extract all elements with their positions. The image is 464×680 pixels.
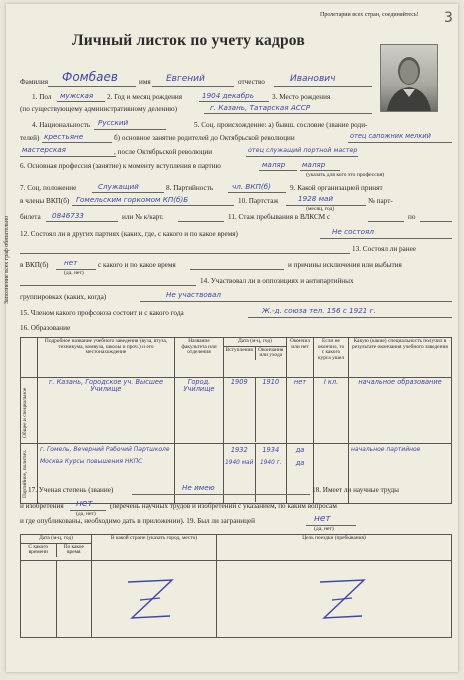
kcard-label: или № к/карт. (122, 213, 164, 221)
edu-party-specialty-2 (349, 456, 451, 462)
birthplace-sub-label: (по существующему административному делению) (20, 105, 177, 113)
edu-party-entry-1: 1932 (230, 446, 248, 454)
edu-header-exit: Окончания или ухода (258, 346, 284, 359)
patronymic-value: Иванович (290, 74, 336, 84)
earlier-value: нет (64, 258, 78, 267)
surname-line (48, 86, 136, 87)
abroad-header-country: В какой стране (указать город, место) (92, 535, 217, 561)
edu-general-faculty: Город. Училище (175, 378, 224, 444)
slogan: Пролетарии всех стран, соединяйтесь! (320, 12, 419, 18)
education-label: 16. Образование (20, 324, 71, 332)
parents-after-label: , после Октябрьской революции (114, 148, 213, 156)
party-since-hint: (месяц, год) (306, 206, 335, 212)
abroad-row-date (21, 561, 92, 638)
edu-party-specialty-1: начальное партийное (351, 446, 421, 453)
edu-party-side (21, 444, 38, 504)
opposition-value: Не участвовал (166, 290, 222, 299)
edu-party-entry-2: 1940 май (225, 459, 254, 466)
origin-label: 5. Соц. происхождение: а) бывш. сословие (звание роди- (194, 121, 368, 129)
birthplace-label: 3. Место рождения (272, 93, 331, 101)
profession-value: маляр (262, 160, 286, 169)
exclusion-line (20, 285, 196, 286)
empty-cell-strike-2 (316, 576, 368, 624)
vlksm-from-line (368, 221, 404, 222)
degree-line (132, 494, 310, 495)
portrait-photo (380, 44, 438, 112)
parents-after-line (246, 156, 358, 157)
edu-header-specialty: Какую (какие) специальность получил в результате окончания учебного заведения (349, 338, 452, 378)
nationality-label: 4. Национальность (32, 121, 91, 129)
nationality-value: Русский (98, 118, 129, 127)
vlksm-to-label: по (408, 213, 416, 221)
degree-label: 17. Ученая степень (звание) (28, 486, 114, 494)
earlier-hint: (да, нет) (64, 270, 84, 276)
edu-general-side (21, 378, 38, 444)
card-line (46, 221, 118, 222)
edu-corner (21, 338, 38, 378)
edu-header-entry: Вступления (224, 347, 256, 360)
other-parties-line (320, 238, 452, 239)
parents-before-value-2: мастерская (22, 145, 66, 154)
works-hint: (да, нет) (76, 511, 96, 517)
edu-header-faculty: Название факультета или отделения (175, 338, 224, 378)
abroad-header-purpose: Цель поездки (пребывания) (217, 535, 452, 561)
surname-label: Фамилия (20, 78, 49, 86)
social-value: Служащий (98, 182, 139, 191)
estate-line (42, 142, 112, 143)
sex-value: мужская (60, 91, 94, 100)
earlier-when-label: с какого и по какое время (98, 261, 176, 269)
abroad-row-from (21, 561, 57, 637)
party-since-value: 1928 май (298, 194, 334, 203)
accepted-line (72, 205, 234, 206)
parents-after-value: отец служащий портной мастер (248, 146, 358, 154)
parents-before-line (348, 142, 452, 143)
other-parties-label: 12. Состоял ли в других партиях (каких, где, с какого и по какое время) (20, 230, 238, 238)
edu-header-finished: Окончил или нет (287, 338, 314, 378)
abroad-header-date-title: Дата (м-ц, год) (21, 535, 91, 544)
exclusion-label: и причины исключения или выбытия (288, 261, 402, 269)
edu-party-finished-2: да (295, 458, 305, 467)
abroad-table (20, 534, 452, 638)
portrait-icon (381, 45, 437, 111)
works-value: нет (76, 499, 93, 509)
earlier-label: 13. Состоял ли ранее (352, 245, 416, 253)
name-line (152, 86, 234, 87)
party-since-label: 10. Партстаж (238, 197, 279, 205)
parents-before-value: отец сапожник мелкий (350, 132, 431, 140)
abroad-row-to (57, 561, 92, 637)
origin-sub-label: телей) (20, 134, 40, 142)
accepted-label: 9. Какой организацией принят (290, 184, 383, 192)
nationality-line (94, 129, 166, 130)
edu-general-specialty: начальное образование (349, 378, 452, 444)
party-value: чл. ВКП(б) (232, 182, 271, 191)
union-value: Ж.-д. союза тел. 156 с 1921 г. (262, 306, 376, 315)
name-value: Евгений (166, 74, 205, 84)
edu-header-course: Если не окончил, то с какого курса ушел (314, 338, 349, 378)
profession-hint: (указать для кого это профессия) (306, 172, 385, 178)
works-sub-label: и изобретения (20, 502, 64, 510)
birth-line (199, 101, 269, 102)
side-note: Заполнение всех граф обязательно (4, 215, 10, 304)
other-parties-value: Не состоял (332, 227, 374, 236)
surname-value: Фомбаев (62, 70, 118, 84)
profession-line (259, 170, 297, 171)
card-sub-label: билета (20, 213, 41, 221)
edu-general-exit: 1910 (262, 378, 280, 386)
birth-label: 2. Год и месяц рождения (107, 93, 183, 101)
abroad-header-from: С какого времени (21, 544, 57, 557)
edu-party-label: Партийное, политич. (22, 449, 28, 498)
opposition-sub-label: группировках (каких, когда) (20, 293, 107, 301)
accepted-value: Гомельским горкомом КП(б)Б (76, 195, 189, 204)
birth-value: 1904 декабрь (202, 91, 254, 100)
card-value: 0846733 (52, 211, 85, 220)
works-label: 18. Имеет ли научные труды (312, 486, 399, 494)
degree-value: Не имею (182, 483, 215, 492)
abroad-value: нет (314, 514, 331, 524)
edu-general-course: I кл. (314, 378, 349, 444)
party-line (228, 192, 286, 193)
empty-cell-strike-1 (124, 576, 176, 624)
profession-value-2: маляр (302, 160, 326, 169)
party-label: 8. Партийность (166, 184, 214, 192)
edu-header-dates-title: Дата (м-ц, год) (224, 338, 286, 347)
earlier-when-line (190, 269, 284, 270)
personnel-record-sheet (6, 4, 458, 672)
birthplace-value: г. Казань, Татарская АССР (210, 103, 311, 112)
union-label: 15. Членом какого профсоюза состоит и с какого года (20, 309, 184, 317)
edu-party-course (314, 444, 349, 504)
edu-party-exit-1: 1934 (262, 446, 280, 454)
edu-party-name-2: Москва Курсы повышения НКПС (40, 458, 143, 466)
abroad-label: и где опубликованы, необходимо дать в приложении). 19. Был ли заграницей (20, 517, 255, 525)
abroad-hint: (да, нет) (314, 526, 334, 532)
edu-general-finished: нет (287, 378, 314, 444)
edu-general-entry: 1909 (224, 378, 256, 442)
patronymic-line (274, 86, 372, 87)
estate-value: крестьяне (44, 132, 84, 141)
earlier-sub-label: в ВКП(б) (20, 261, 49, 269)
opposition-label: 14. Участвовал ли в оппозициях и антипартийных (200, 277, 354, 285)
accepted-sub-label: в члены ВКП(б) (20, 197, 70, 205)
edu-header-dates (224, 338, 287, 378)
page-number: 3 (444, 10, 453, 26)
union-line (248, 317, 452, 318)
vlksm-to-line (420, 221, 452, 222)
abroad-header-date (21, 535, 92, 561)
sex-line (57, 101, 105, 102)
edu-party-exit-2: 1940 г. (260, 459, 282, 466)
profession-line-2 (300, 170, 340, 171)
vlksm-label: 11. Стаж пребывания в ВЛКСМ с (228, 213, 331, 221)
abroad-header-to: По какое время (63, 543, 84, 556)
name-label: имя (139, 78, 151, 86)
social-line (92, 192, 164, 193)
card-label: № парт- (368, 197, 393, 205)
parents-before-line-2 (20, 156, 116, 157)
education-table (20, 337, 452, 504)
patronymic-label: отчество (238, 78, 265, 86)
birthplace-line (204, 113, 372, 114)
edu-party-specialty (349, 444, 452, 504)
edu-header-name: Подробное название учебного заведения (вуза, втуза, техникума, комвуза, школы и проч.) и его местонахождение (38, 338, 175, 378)
social-label: 7. Соц. положение (20, 184, 77, 192)
kcard-line (178, 221, 224, 222)
works-detail-label: (перечень научных трудов и изобретений с указанием, по каким вопросам (110, 502, 337, 510)
edu-party-name-1: г. Гомель, Вечерний Рабочий Партшколе (40, 446, 170, 453)
edu-general-label: Общее и специальное (22, 387, 28, 438)
edu-general-dates (224, 378, 287, 444)
other-parties-line-2 (20, 253, 350, 254)
form-title: Личный листок по учету кадров (72, 32, 305, 49)
opposition-line (140, 301, 452, 302)
parents-before-label: б) основное занятие родителей до Октябрьской революции (114, 134, 295, 142)
edu-party-finished-1: да (295, 446, 305, 454)
profession-label: 6. Основная профессия (занятие) к моменту вступления в партию (20, 162, 221, 170)
edu-general-name: г. Казань, Городское уч. Высшее Училище (38, 378, 175, 444)
sex-label: 1. Пол (32, 93, 52, 101)
